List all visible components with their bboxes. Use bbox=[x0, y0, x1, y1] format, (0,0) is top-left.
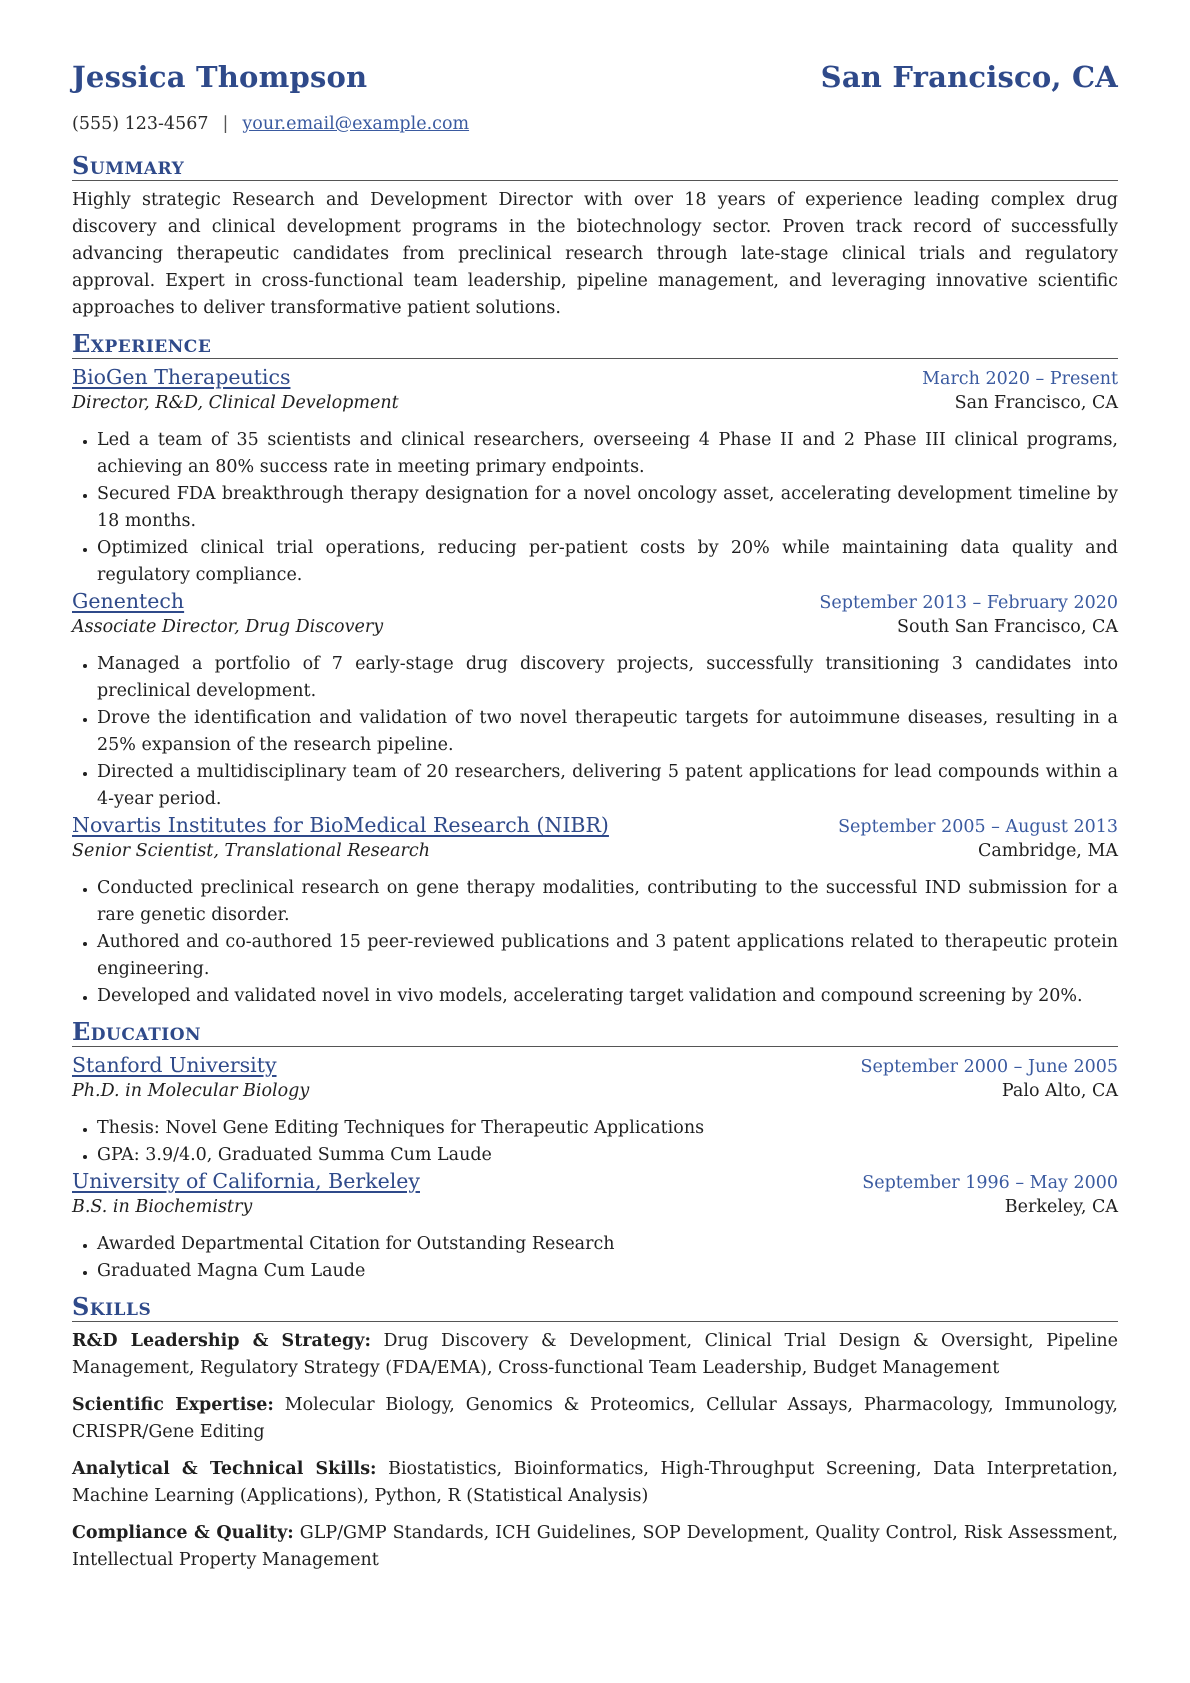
phone-number: (555) 123-4567 bbox=[72, 114, 209, 134]
entry-role: Director, R&D, Clinical Development bbox=[72, 393, 399, 413]
skill-text: GLP/GMP Standards, ICH Guidelines, SOP Development, Quality Control, Risk Assessment, Intellectual Property Management bbox=[72, 1523, 1118, 1570]
bullet-item: • Awarded Departmental Citation for Outstanding Research bbox=[97, 1231, 1118, 1258]
bullet-item: • Drove the identification and validation of two novel therapeutic targets for autoimmune diseases, resulting in a 25% expansion of the research pipeline. bbox=[97, 705, 1118, 759]
resume-header bbox=[72, 0, 1118, 104]
entry-role: B.S. in Biochemistry bbox=[72, 1197, 253, 1217]
bullet-item: • Authored and co-authored 15 peer-reviewed publications and 3 patent applications related to therapeutic protein engineering. bbox=[97, 929, 1118, 983]
education-list bbox=[72, 1053, 1118, 1285]
entry-location: San Francisco, CA bbox=[954, 393, 1118, 413]
bullet-item: • Graduated Magna Cum Laude bbox=[97, 1258, 1118, 1285]
entry-location: South San Francisco, CA bbox=[897, 617, 1118, 637]
entry-header bbox=[72, 1169, 1118, 1197]
bullet-item: • Led a team of 35 scientists and clinical researchers, overseeing 4 Phase II and 2 Phase III clinical programs, achieving an 80% success rate in meeting primary endpoints. bbox=[97, 427, 1118, 481]
entry-dates: September 2005 – August 2013 bbox=[838, 817, 1118, 837]
summary-text: Highly strategic Research and Development Director with over 18 years of experience leading complex drug discovery and clinical development programs in the biotechnology sector. Proven track record of successfully advancing therapeutic candidates from preclinical research through late-stage clinical trials and regulatory approval. Expert in cross-functional team leadership, pipeline management, and leveraging innovative scientific approaches to deliver transformative patient solutions. bbox=[72, 190, 1118, 318]
skills-section bbox=[72, 1293, 1118, 1574]
bullet-item: • Thesis: Novel Gene Editing Techniques for Therapeutic Applications bbox=[97, 1115, 1118, 1142]
entry-subheader bbox=[72, 1081, 1118, 1109]
experience-section bbox=[72, 330, 1118, 1010]
candidate-location: San Francisco, CA bbox=[820, 60, 1118, 94]
skill-text: Drug Discovery & Development, Clinical Trial Design & Oversight, Pipeline Management, Regulatory Strategy (FDA/EMA), Cross-functional Team Leadership, Budget Management bbox=[72, 1331, 1118, 1378]
entry-dates: September 2000 – June 2005 bbox=[860, 1057, 1118, 1077]
contact-line bbox=[72, 110, 1118, 138]
contact-separator: | bbox=[222, 114, 229, 134]
entry-bullets bbox=[72, 875, 1118, 1010]
candidate-name: Jessica Thompson bbox=[72, 60, 368, 94]
entry-location: Berkeley, CA bbox=[1004, 1197, 1118, 1217]
entry-subheader bbox=[72, 1197, 1118, 1225]
skills-list bbox=[72, 1328, 1118, 1574]
skill-row bbox=[72, 1520, 1118, 1574]
organization-link[interactable]: Genentech bbox=[72, 589, 185, 613]
entry-subheader bbox=[72, 393, 1118, 421]
skill-text: Molecular Biology, Genomics & Proteomics, Cellular Assays, Pharmacology, Immunology, CRISPR/Gene Editing bbox=[72, 1395, 1118, 1442]
entry-role: Associate Director, Drug Discovery bbox=[72, 617, 384, 637]
organization-link[interactable]: BioGen Therapeutics bbox=[72, 365, 291, 389]
organization-link[interactable]: Stanford University bbox=[72, 1053, 277, 1077]
entry-role: Senior Scientist, Translational Research bbox=[72, 841, 430, 861]
organization-link[interactable]: University of California, Berkeley bbox=[72, 1169, 420, 1193]
bullet-item: • Conducted preclinical research on gene therapy modalities, contributing to the successful IND submission for a rare genetic disorder. bbox=[97, 875, 1118, 929]
entry-dates: March 2020 – Present bbox=[922, 369, 1118, 389]
bullet-item: • Secured FDA breakthrough therapy designation for a novel oncology asset, accelerating development timeline by 18 months. bbox=[97, 481, 1118, 535]
skill-label: Scientific Expertise: bbox=[72, 1395, 274, 1415]
skill-row bbox=[72, 1328, 1118, 1382]
section-title-education: Education bbox=[72, 1018, 1118, 1047]
skill-text: Biostatistics, Bioinformatics, High-Throughput Screening, Data Interpretation, Machine Learning (Applications), Python, R (Statistical Analysis) bbox=[72, 1459, 1118, 1506]
bullet-item: • Optimized clinical trial operations, reducing per-patient costs by 20% while maintaining data quality and regulatory compliance. bbox=[97, 535, 1118, 589]
entry-role: Ph.D. in Molecular Biology bbox=[72, 1081, 310, 1101]
entry-subheader bbox=[72, 841, 1118, 869]
entry-location: Palo Alto, CA bbox=[1001, 1081, 1118, 1101]
entry-dates: September 2013 – February 2020 bbox=[819, 593, 1118, 613]
skill-label: R&D Leadership & Strategy: bbox=[72, 1331, 371, 1351]
experience-list bbox=[72, 365, 1118, 1010]
education-entry bbox=[72, 1169, 1118, 1285]
email-link[interactable]: your.email@example.com bbox=[242, 114, 470, 134]
bullet-item: • GPA: 3.9/4.0, Graduated Summa Cum Laude bbox=[97, 1142, 1118, 1169]
experience-entry bbox=[72, 365, 1118, 589]
entry-location: Cambridge, MA bbox=[977, 841, 1118, 861]
summary-section bbox=[72, 152, 1118, 322]
section-title-skills: Skills bbox=[72, 1293, 1118, 1322]
organization-link[interactable]: Novartis Institutes for BioMedical Research (NIBR) bbox=[72, 813, 609, 837]
experience-entry bbox=[72, 813, 1118, 1010]
bullet-item: • Directed a multidisciplinary team of 20 researchers, delivering 5 patent applications for lead compounds within a 4-year period. bbox=[97, 759, 1118, 813]
entry-header bbox=[72, 365, 1118, 393]
skill-label: Analytical & Technical Skills: bbox=[72, 1459, 377, 1479]
entry-header bbox=[72, 1053, 1118, 1081]
entry-subheader bbox=[72, 617, 1118, 645]
section-title-experience: Experience bbox=[72, 330, 1118, 359]
section-title-summary: Summary bbox=[72, 152, 1118, 181]
education-section bbox=[72, 1018, 1118, 1285]
entry-bullets bbox=[72, 427, 1118, 589]
entry-dates: September 1996 – May 2000 bbox=[862, 1173, 1118, 1193]
bullet-item: • Developed and validated novel in vivo models, accelerating target validation and compound screening by 20%. bbox=[97, 983, 1118, 1010]
entry-bullets bbox=[72, 1231, 1118, 1285]
skill-row bbox=[72, 1392, 1118, 1446]
education-entry bbox=[72, 1053, 1118, 1169]
experience-entry bbox=[72, 589, 1118, 813]
entry-bullets bbox=[72, 651, 1118, 813]
bullet-item: • Managed a portfolio of 7 early-stage drug discovery projects, successfully transitioning 3 candidates into preclinical development. bbox=[97, 651, 1118, 705]
skill-label: Compliance & Quality: bbox=[72, 1523, 294, 1543]
entry-header bbox=[72, 589, 1118, 617]
entry-header bbox=[72, 813, 1118, 841]
skill-row bbox=[72, 1456, 1118, 1510]
entry-bullets bbox=[72, 1115, 1118, 1169]
